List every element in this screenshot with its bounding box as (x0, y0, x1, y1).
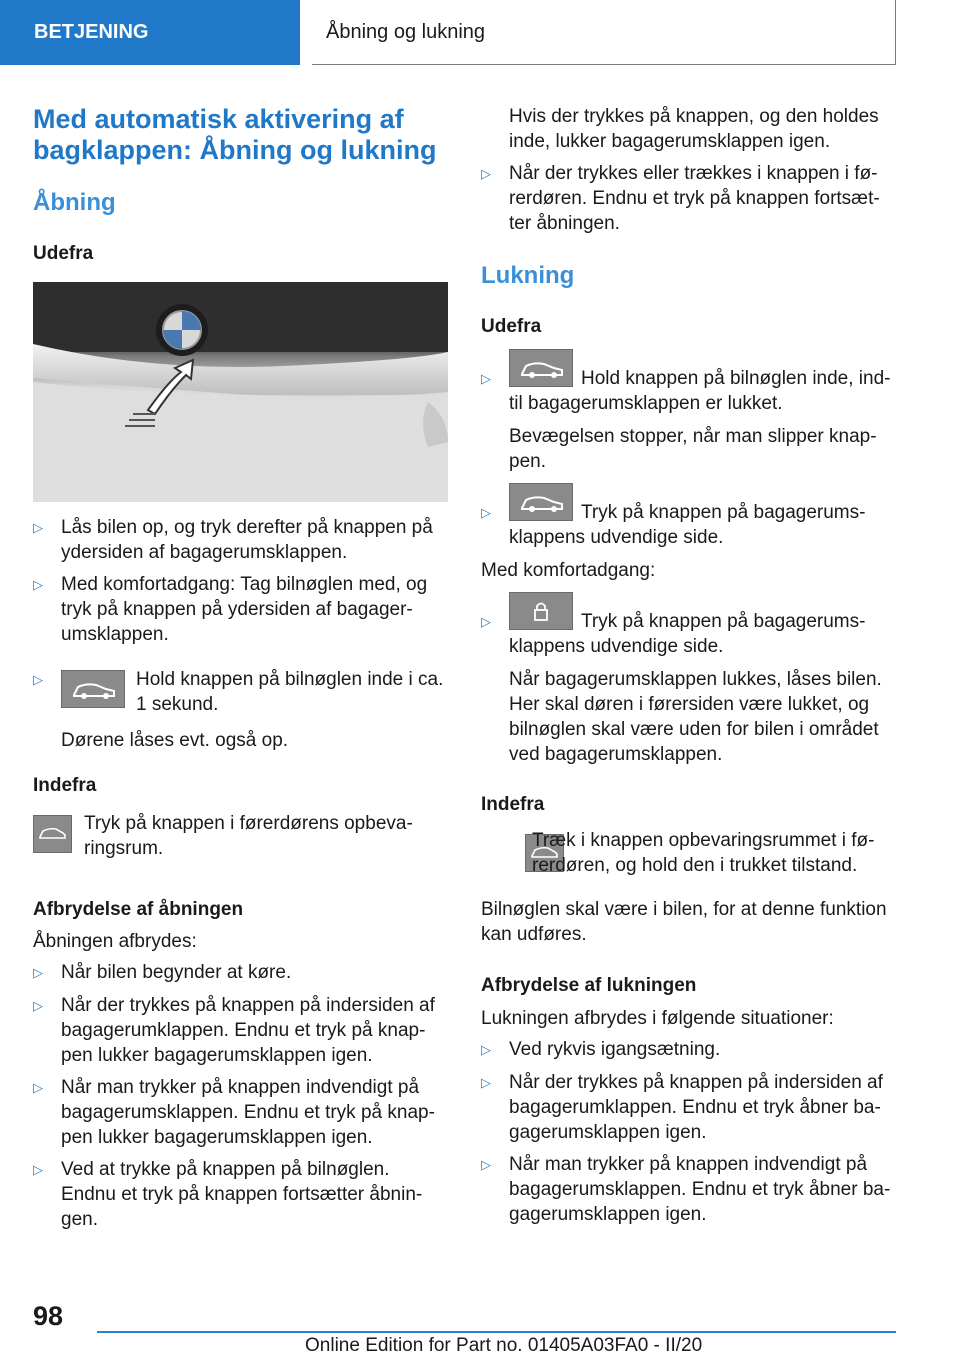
bullet-text: ydersiden af bagagerumsklappen. (61, 542, 348, 563)
bullet-text: pen lukker bagagerumsklappen igen. (61, 1045, 373, 1066)
list-item (481, 1152, 896, 1227)
interrupt-intro (33, 929, 197, 954)
bullet-text: 1 sekund. (136, 694, 219, 715)
bullet-text: gagerumsklappen igen. (509, 1122, 707, 1143)
bullet-triangle-icon: ▷ (481, 614, 491, 629)
body-text: rerdøren, og hold den i trukket tilstand. (532, 855, 858, 876)
bullet-text: Når der trykkes på knappen på indersiden af (61, 995, 435, 1016)
subheading-inside-text: Indefra (481, 794, 545, 815)
bullet-text: Når der trykkes på knappen på indersiden af (509, 1072, 883, 1093)
inside-text-right (532, 828, 896, 878)
subheading-interrupt (33, 897, 243, 922)
bullet-text: til bagagerumsklappen er lukket. (509, 393, 783, 414)
chapter-header (312, 0, 896, 65)
bullet-text: Ved at trykke på knappen på bilnøglen. (61, 1159, 390, 1180)
subheading-inside-right (481, 792, 544, 817)
bullet-triangle-icon: ▷ (481, 505, 491, 520)
section-tab (0, 0, 300, 65)
bullet-text: gagerumsklappen igen. (509, 1204, 707, 1225)
body-text: Åbningen afbrydes: (33, 931, 197, 952)
bullet-text: tryk på knappen på ydersiden af bagager- (61, 599, 413, 620)
subheading-close-interrupt (481, 973, 696, 998)
bullet-text: Hold knappen på bilnøglen inde, ind- (581, 368, 891, 389)
list-item (33, 572, 448, 647)
continued-text (509, 104, 899, 154)
bullet-text: Med komfortadgang: Tag bilnøglen med, og (61, 574, 428, 595)
list-item (33, 667, 448, 753)
subheading-inside-text: Indefra (33, 775, 97, 796)
key-note-2 (481, 897, 896, 947)
inside-text (84, 811, 444, 861)
subheading-outside-text: Udefra (33, 243, 94, 264)
bullet-triangle-icon: ▷ (33, 577, 43, 592)
list-item (481, 161, 896, 236)
title-line: bagklappen: Åbning og lukning (33, 135, 437, 165)
bullet-text: Når man trykker på knappen indvendigt på (61, 1077, 420, 1098)
list-item (33, 515, 448, 565)
heading-open-text: Åbning (33, 189, 116, 216)
subheading-inside (33, 773, 96, 798)
list-item (481, 366, 896, 474)
bullet-triangle-icon: ▷ (481, 371, 491, 386)
list-item (481, 500, 896, 550)
body-text: Lukningen afbrydes i følgende situationer: (481, 1008, 834, 1029)
page-title (33, 104, 453, 166)
list-item (33, 1075, 448, 1150)
subheading-outside (33, 241, 93, 266)
list-item (33, 960, 448, 985)
list-item (33, 1157, 448, 1232)
page-number: 98 (33, 1301, 64, 1331)
bullet-text: Når der trykkes eller trækkes i knappen i fø- (509, 163, 878, 184)
bullet-text: bagagerumsklappen. Endnu et tryk åbner ba- (509, 1179, 891, 1200)
heading-close (481, 262, 574, 290)
trunk-illustration (33, 282, 448, 502)
subheading-interrupt-text: Afbrydelse af lukningen (481, 975, 697, 996)
bullet-triangle-icon: ▷ (33, 672, 43, 687)
edition-text: Online Edition for Part no. 01405A03FA0 - II/20 (305, 1335, 703, 1356)
bullet-text: bagagerumklappen. Endnu et tryk åbner ba- (509, 1097, 881, 1118)
bullet-text: ter åbningen. (509, 213, 620, 234)
heading-open (33, 189, 116, 217)
note-text: ved bagagerumsklappen. (509, 744, 723, 765)
bullet-text: gen. (61, 1209, 98, 1230)
car-trunk-icon (509, 349, 573, 387)
note-text: Bevægelsen stopper, når man slipper knap- (509, 426, 877, 447)
lock-icon (509, 592, 573, 630)
bullet-text: rerdøren. Endnu et tryk på knappen fortsæt- (509, 188, 880, 209)
bullet-text: pen lukker bagagerumsklappen igen. (61, 1127, 373, 1148)
bullet-triangle-icon: ▷ (33, 965, 43, 980)
list-item (481, 609, 896, 767)
bullet-triangle-icon: ▷ (33, 1080, 43, 1095)
bullet-text: Tryk på knappen på bagagerums- (581, 611, 866, 632)
bullet-triangle-icon: ▷ (33, 520, 43, 535)
car-trunk-icon (61, 670, 125, 708)
bullet-text: Hold knappen på bilnøglen inde i ca. (136, 669, 444, 690)
heading-close-text: Lukning (481, 262, 575, 289)
body-text: Tryk på knappen i førerdørens opbeva- (84, 813, 413, 834)
note-text: Her skal døren i førersiden være lukket, og (509, 694, 870, 715)
bullet-text: Endnu et tryk på knappen fortsætter åbnin- (61, 1184, 423, 1205)
bullet-text: bagagerumklappen. Endnu et tryk på knap- (61, 1020, 426, 1041)
bullet-text: Når man trykker på knappen indvendigt på (509, 1154, 868, 1175)
bullet-triangle-icon: ▷ (481, 1042, 491, 1057)
bullet-text: bagagerumsklappen. Endnu et tryk på knap- (61, 1102, 435, 1123)
note-text: bilnøglen skal være uden for bilen i området (509, 719, 879, 740)
bullet-triangle-icon: ▷ (33, 998, 43, 1013)
section-label: BETJENING (34, 21, 149, 43)
note-text: pen. (509, 451, 546, 472)
body-text: kan udføres. (481, 924, 587, 945)
bullet-triangle-icon: ▷ (481, 166, 491, 181)
body-text: Bilnøglen skal være i bilen, for at denne funktion (481, 899, 887, 920)
body-text: inde, lukker bagagerumsklappen igen. (509, 131, 831, 152)
note-text: Dørene låses evt. også op. (61, 730, 289, 751)
close-interrupt-intro (481, 1006, 834, 1031)
bullet-text: Ved rykvis igangsætning. (509, 1039, 721, 1060)
list-item (481, 1070, 896, 1145)
subheading-interrupt-text: Afbrydelse af åbningen (33, 899, 244, 920)
bullet-text: klappens udvendige side. (509, 636, 724, 657)
bullet-text: Lås bilen op, og tryk derefter på knappen på (61, 517, 433, 538)
subheading-outside-text: Udefra (481, 316, 542, 337)
bullet-triangle-icon: ▷ (33, 1162, 43, 1177)
body-text: Med komfortadgang: (481, 560, 656, 581)
car-trunk-icon (33, 815, 72, 853)
list-item (33, 993, 448, 1068)
bullet-text: umsklappen. (61, 624, 169, 645)
title-line: Med automatisk aktivering af (33, 104, 404, 134)
car-trunk-icon (509, 483, 573, 521)
subheading-outside-right (481, 314, 541, 339)
bullet-text: Tryk på knappen på bagagerums- (581, 502, 866, 523)
chapter-label: Åbning og lukning (326, 20, 486, 43)
body-text: ringsrum. (84, 838, 164, 859)
body-text: Træk i knappen opbevaringsrummet i fø- (532, 830, 875, 851)
bullet-text: klappens udvendige side. (509, 527, 724, 548)
note-text: Når bagagerumsklappen lukkes, låses bilen. (509, 669, 882, 690)
bullet-text: Når bilen begynder at køre. (61, 962, 292, 983)
body-text: Hvis der trykkes på knappen, og den holdes (509, 106, 879, 127)
comfort-label (481, 558, 655, 583)
list-item (481, 1037, 896, 1062)
bullet-triangle-icon: ▷ (481, 1075, 491, 1090)
bullet-triangle-icon: ▷ (481, 1157, 491, 1172)
